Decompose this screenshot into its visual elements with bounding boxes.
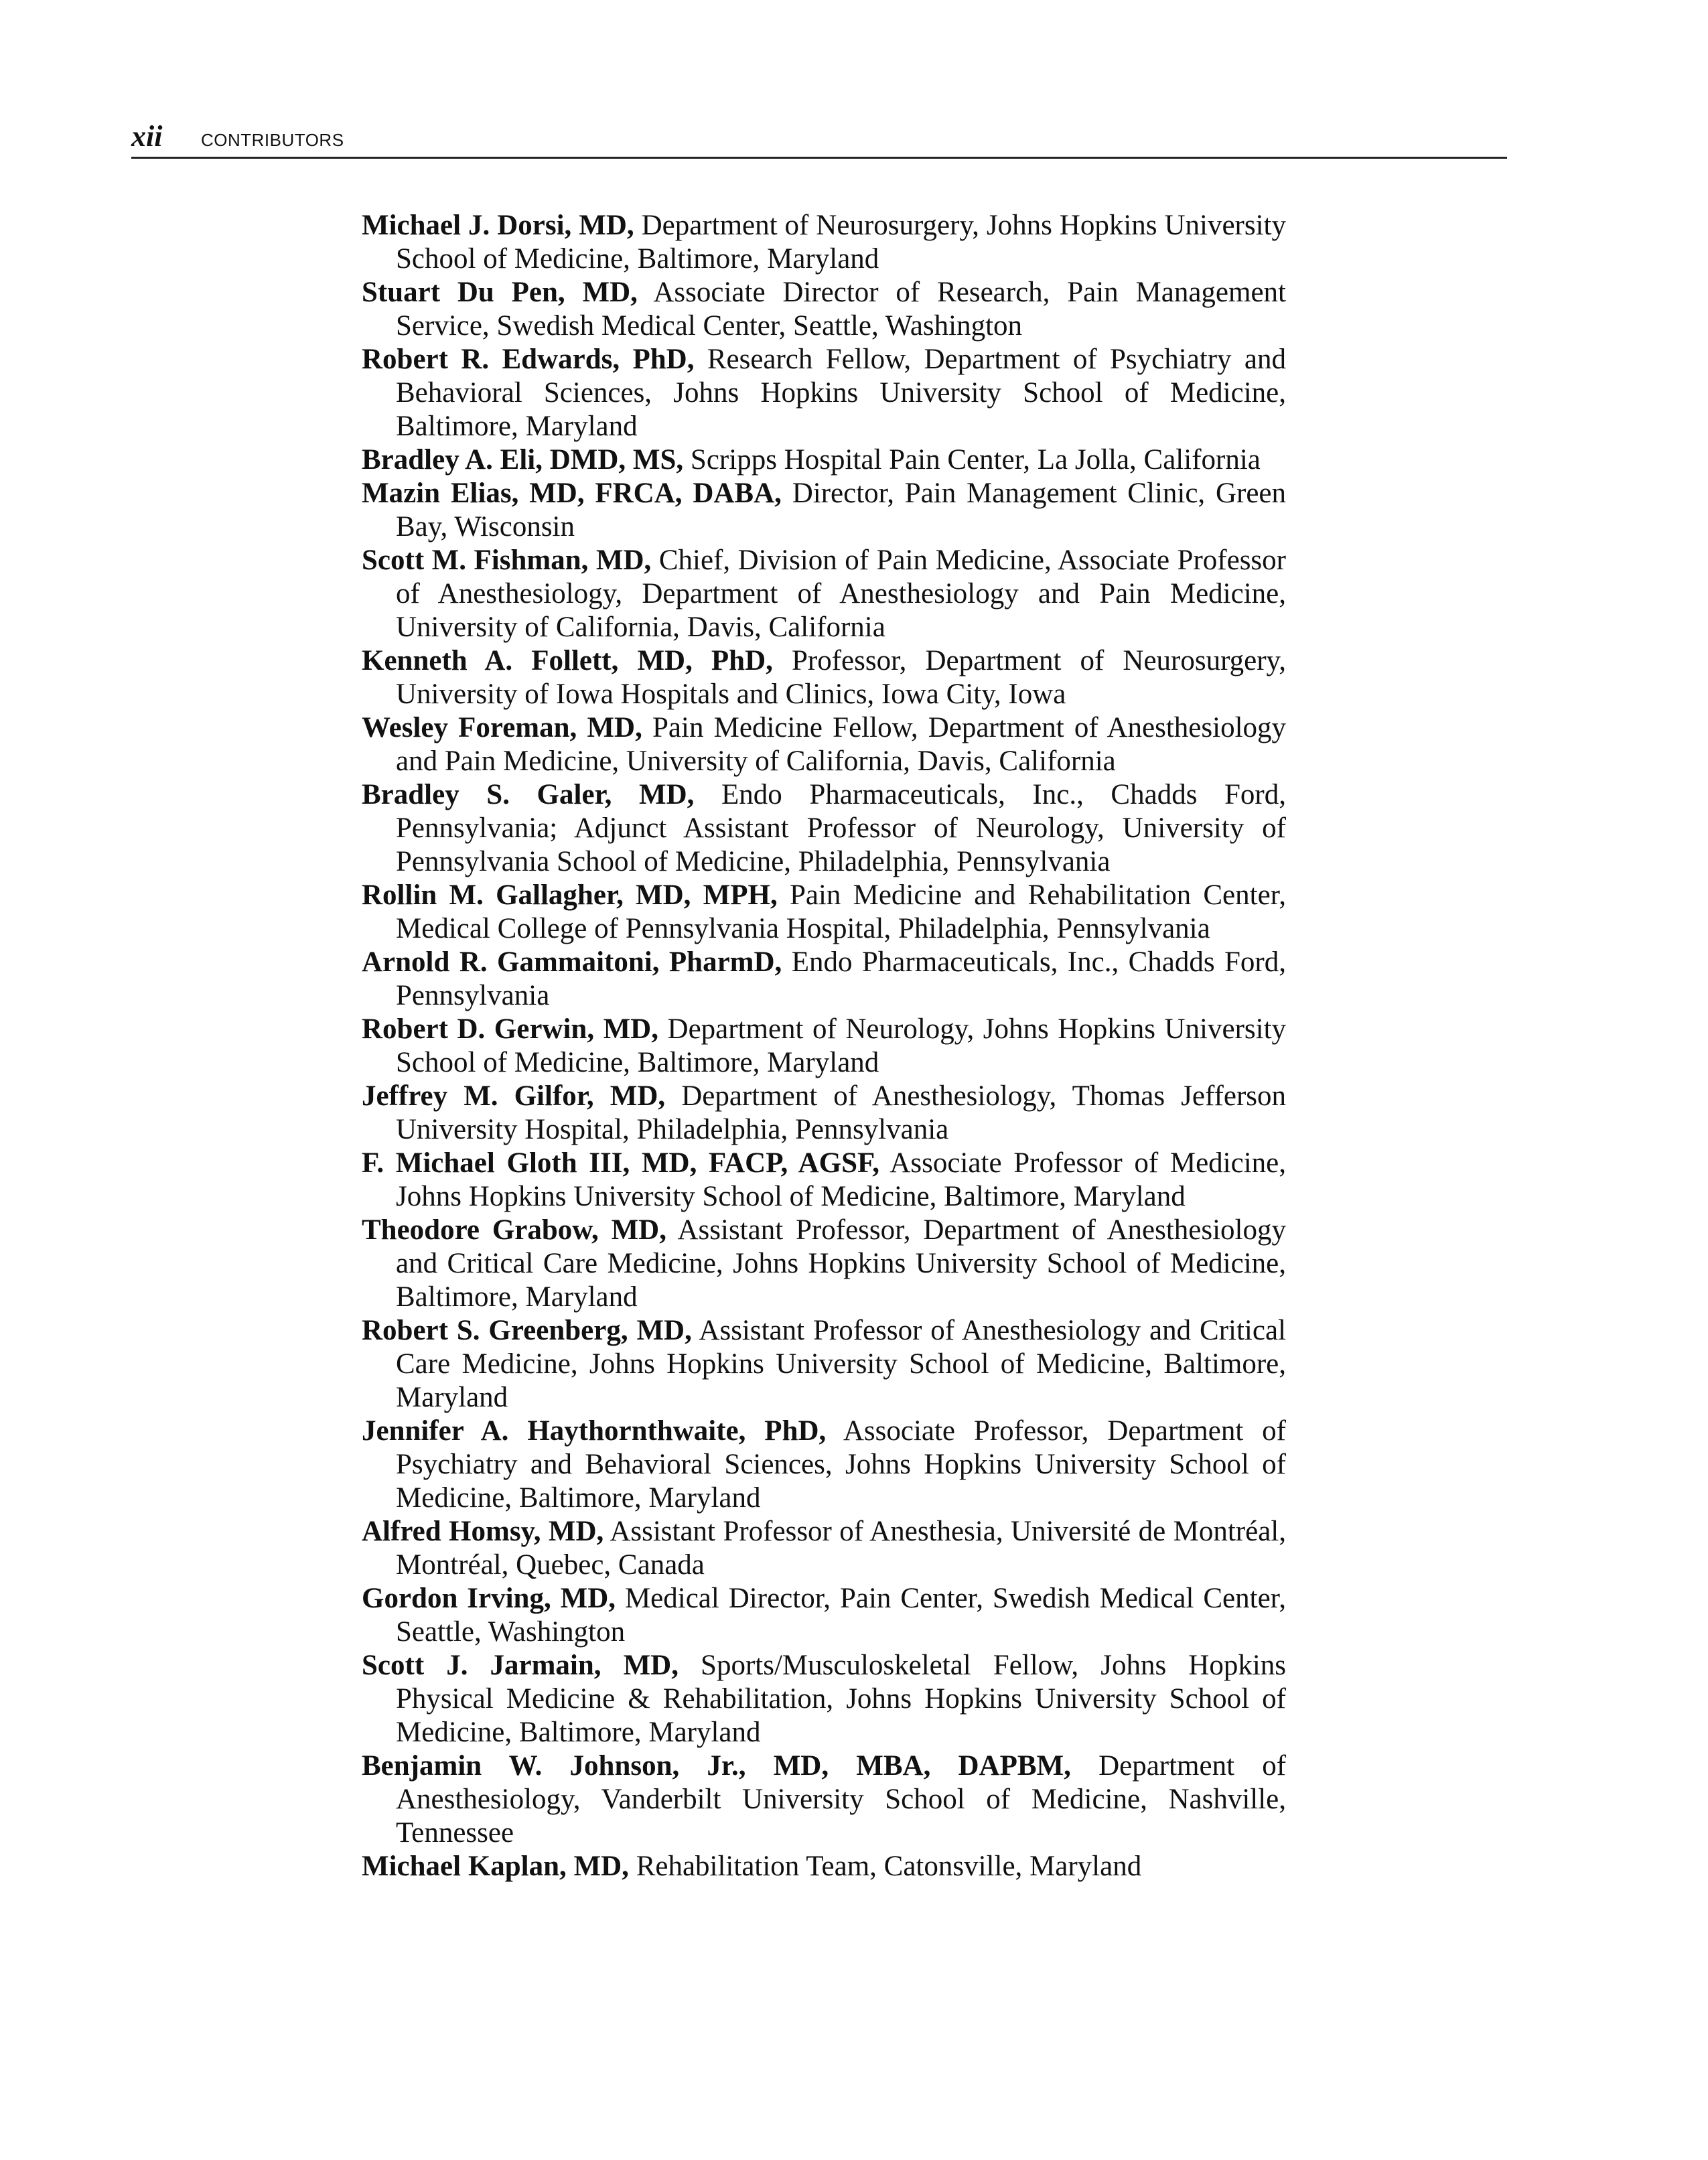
contributor-affiliation: Scripps Hospital Pain Center, La Jolla, California: [690, 444, 1261, 476]
contributor-entry: [362, 1080, 1286, 1147]
contributor-affiliation: Department of Anesthesiology, Vanderbilt University School of Medicine, Nashville, Tennessee: [396, 1750, 1287, 1849]
contributor-name: Bradley S. Galer, MD,: [362, 779, 695, 810]
contributor-entry: [362, 1314, 1286, 1415]
section-title: CONTRIBUTORS: [201, 130, 344, 150]
contributor-affiliation: Associate Professor of Medicine, Johns Hopkins University School of Medicine, Baltimore, Maryland: [396, 1147, 1286, 1212]
contributor-list: [362, 209, 1286, 1883]
contributor-entry: [362, 1850, 1286, 1883]
contributor-name: Stuart Du Pen, MD,: [362, 277, 638, 308]
contributor-affiliation: Pain Medicine and Rehabilitation Center, Medical College of Pennsylvania Hospital, Philadelphia, Pennsylvania: [396, 879, 1287, 944]
contributor-entry: [362, 1582, 1286, 1649]
contributor-affiliation: Professor, Department of Neurosurgery, University of Iowa Hospitals and Clinics, Iowa City, Iowa: [396, 645, 1287, 710]
contributor-name: Arnold R. Gammaitoni, PharmD,: [362, 946, 782, 978]
contributor-entry: [362, 544, 1286, 644]
contributor-name: F. Michael Gloth III, MD, FACP, AGSF,: [362, 1147, 880, 1179]
contributor-name: Robert R. Edwards, PhD,: [362, 344, 695, 375]
contributor-entry: [362, 1515, 1286, 1582]
contributor-entry: [362, 443, 1286, 477]
contributor-name: Alfred Homsy, MD,: [362, 1516, 604, 1547]
contributor-name: Robert D. Gerwin, MD,: [362, 1013, 658, 1045]
contributor-entry: [362, 1649, 1286, 1749]
contributor-name: Scott J. Jarmain, MD,: [362, 1650, 679, 1681]
contributor-entry: [362, 644, 1286, 711]
contributor-affiliation: Assistant Professor of Anesthesia, Université de Montréal, Montréal, Quebec, Canada: [396, 1516, 1286, 1581]
contributor-name: Theodore Grabow, MD,: [362, 1214, 666, 1246]
contributor-entry: [362, 1013, 1286, 1080]
page-number: xii: [131, 120, 163, 153]
contributor-affiliation: Endo Pharmaceuticals, Inc., Chadds Ford, Pennsylvania; Adjunct Assistant Professor of Neurology, University of Pennsylvania School of Medicine, Philadelphia, Pennsylvania: [396, 779, 1286, 877]
contributor-entry: [362, 879, 1286, 946]
contributor-name: Rollin M. Gallagher, MD, MPH,: [362, 879, 778, 911]
contributor-affiliation: Department of Neurosurgery, Johns Hopkins University School of Medicine, Baltimore, Maryland: [396, 210, 1287, 275]
contributor-entry: [362, 711, 1286, 778]
contributor-name: Benjamin W. Johnson, Jr., MD, MBA, DAPBM,: [362, 1750, 1071, 1782]
contributor-affiliation: Assistant Professor of Anesthesiology and Critical Care Medicine, Johns Hopkins University School of Medicine, Baltimore, Maryland: [396, 1315, 1286, 1413]
contributor-affiliation: Associate Professor, Department of Psychiatry and Behavioral Sciences, Johns Hopkins University School of Medicine, Baltimore, Maryland: [396, 1415, 1286, 1514]
contributor-affiliation: Department of Anesthesiology, Thomas Jefferson University Hospital, Philadelphia, Pennsylvania: [396, 1080, 1286, 1145]
contributor-affiliation: Associate Director of Research, Pain Management Service, Swedish Medical Center, Seattle, Washington: [396, 277, 1286, 342]
contributor-affiliation: Research Fellow, Department of Psychiatry and Behavioral Sciences, Johns Hopkins University School of Medicine, Baltimore, Maryland: [396, 344, 1286, 442]
contributor-entry: [362, 946, 1286, 1013]
contributor-name: Michael J. Dorsi, MD,: [362, 210, 634, 241]
contributor-affiliation: Sports/Musculoskeletal Fellow, Johns Hopkins Physical Medicine & Rehabilitation, Johns Hopkins University School of Medicine, Baltimore, Maryland: [396, 1650, 1286, 1748]
contributor-name: Wesley Foreman, MD,: [362, 712, 642, 743]
contributor-affiliation: Chief, Division of Pain Medicine, Associate Professor of Anesthesiology, Department of Anesthesiology and Pain Medicine, University of California, Davis, California: [396, 545, 1286, 643]
contributor-name: Jeffrey M. Gilfor, MD,: [362, 1080, 666, 1112]
contributor-affiliation: Director, Pain Management Clinic, Green Bay, Wisconsin: [396, 478, 1286, 543]
contributor-entry: [362, 778, 1286, 879]
contributor-name: Jennifer A. Haythornthwaite, PhD,: [362, 1415, 827, 1447]
contributor-entry: [362, 276, 1286, 343]
contributor-affiliation: Pain Medicine Fellow, Department of Anesthesiology and Pain Medicine, University of California, Davis, California: [396, 712, 1287, 777]
contributor-entry: [362, 209, 1286, 276]
contributor-affiliation: Medical Director, Pain Center, Swedish Medical Center, Seattle, Washington: [396, 1583, 1286, 1648]
contributor-entry: [362, 1147, 1286, 1214]
contributor-affiliation: Rehabilitation Team, Catonsville, Maryland: [636, 1851, 1142, 1882]
contributor-name: Robert S. Greenberg, MD,: [362, 1315, 692, 1346]
contributor-affiliation: Department of Neurology, Johns Hopkins University School of Medicine, Baltimore, Maryland: [396, 1013, 1287, 1078]
contributor-name: Scott M. Fishman, MD,: [362, 545, 652, 576]
contributor-name: Michael Kaplan, MD,: [362, 1851, 629, 1882]
contributor-entry: [362, 1415, 1286, 1515]
contributor-affiliation: Assistant Professor, Department of Anesthesiology and Critical Care Medicine, Johns Hopkins University School of Medicine, Baltimore, Maryland: [396, 1214, 1286, 1313]
contributor-affiliation: Endo Pharmaceuticals, Inc., Chadds Ford, Pennsylvania: [396, 946, 1286, 1011]
contributor-name: Gordon Irving, MD,: [362, 1583, 616, 1614]
contributor-name: Bradley A. Eli, DMD, MS,: [362, 444, 684, 476]
running-header: [131, 113, 1507, 159]
contributor-entry: [362, 343, 1286, 443]
contributor-name: Mazin Elias, MD, FRCA, DABA,: [362, 478, 782, 509]
contributor-entry: [362, 477, 1286, 544]
contributor-entry: [362, 1214, 1286, 1314]
contributor-name: Kenneth A. Follett, MD, PhD,: [362, 645, 773, 676]
contributor-entry: [362, 1749, 1286, 1850]
